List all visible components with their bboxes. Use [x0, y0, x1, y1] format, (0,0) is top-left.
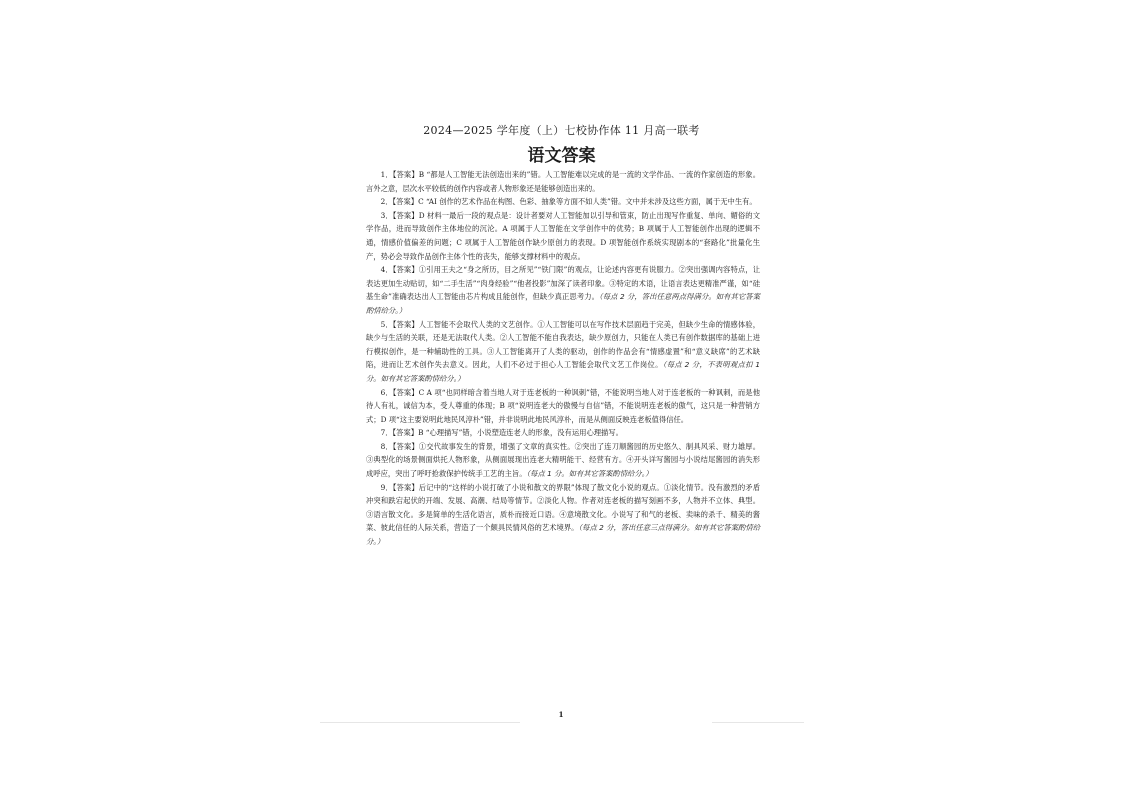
answer-text: 2．【答案】C “AI 创作的艺术作品在构图、色彩、抽象等方面不如人类”错。文中并未涉及这些方面，属于无中生有。: [380, 197, 757, 207]
footer-divider: [712, 722, 804, 723]
answer-text: 3．【答案】D 材料一最后一段的观点是：设计者要对人工智能加以引导和管束，防止出现写作重复、单向、媚俗的文学作品，进而导致创作主体地位的沉沦。A 项属于人工智能在文学创作中的优势；B 项属于人工智能创作出现的逻辑不通，情感价值偏差的问题；C 项属于人工智能创作缺少原创力的表现。D 项智能创作系统实现剧本的“套路化”批量化生产，势必会导致作品创作主体个性的丧失，能够支撑材料中的观点。: [366, 210, 760, 261]
page-number: 1: [558, 710, 564, 719]
answer-item: [366, 209, 760, 263]
scoring-note: （每点 2 分，答出任意两点得满分。如有其它答案酌情给分。）: [366, 292, 760, 315]
footer-divider: [320, 722, 520, 723]
answer-item: [366, 386, 760, 427]
answer-item: [366, 263, 760, 317]
scoring-note: （每点 2 分，答出任意三点得满分。如有其它答案酌情给分。）: [366, 523, 760, 547]
answer-text: 6．【答案】C A 项“也同样暗含着当地人对于连老板的一种讽刺”错，不能说明当地人对于连老板的一种讽刺，而是他待人有礼，诚信为本，受人尊重的体现；B 项“说明连老大的傲慢与自信”错，不能说明连老板的傲气，这只是一种营销方式；D 项“这主要说明此地民风淳朴”错，并非说明此地民风淳朴，而是从侧面反映连老板值得信任。: [366, 387, 760, 424]
scoring-note: （每点 2 分，不表明观点扣 1 分。如有其它答案酌情给分。）: [366, 360, 760, 383]
answer-item: [366, 426, 760, 440]
answer-text: 8．【答案】①交代故事发生的背景，增强了文章的真实性。②突出了连刀顺酱园的历史悠久、制具风采、财力雄厚。③典型化的场景侧面烘托人物形象，从侧面展现出连老大精明能干、经营有方。④开头详写酱园与小说结尾酱园的消失形成呼应，突出了呼吁抢救保护传统手工艺的主旨。: [366, 441, 760, 479]
exam-title: 2024—2025 学年度（上）七校协作体 11 月高一联考: [423, 124, 700, 137]
answer-text: 7．【答案】B “心理描写”错，小说塑造连老人的形象，没有运用心理描写。: [380, 428, 623, 438]
answer-item: [366, 481, 760, 549]
answer-text: 5．【答案】人工智能不会取代人类的文艺创作。①人工智能可以在写作技术层面趋于完美，但缺少生命的情感体验，缺少与生活的关联，还是无法取代人类。②人工智能不能自我表达，缺少原创力，只能在人类已有创作数据库的基础上进行模拟创作，是一种辅助性的工具。③人工智能离开了人类的驱动，创作的作品会有“情感虚置”和“意义缺席”的艺术缺陷，进而让艺术创作失去意义。因此，人们不必过于担心人工智能会取代文艺工作岗位。: [366, 319, 760, 370]
answer-item: [366, 195, 760, 209]
answer-item: [366, 168, 760, 195]
answer-list: [366, 168, 760, 549]
answer-item: [366, 318, 760, 386]
subject-title: 语文答案: [527, 146, 596, 166]
answer-text: 1．【答案】B “都是人工智能无法创造出来的”错。人工智能难以完成的是一流的文学作品、一流的作家创造的形象。言外之意，层次水平较低的创作内容或者人物形象还是能够创造出来的。: [366, 170, 760, 193]
answer-text: 4．【答案】①引用王夫之“身之所历，目之所见”“铁门限”的观点，让论述内容更有说服力。②突出强调内容特点，让表达更加生动贴切，如“二手生活”“肉身经验”“他者投影”加深了读者印象。③特定的术语，让语言表达更精准严谨，如“硅基生命”准确表达出人工智能由芯片构成且能创作，但缺少真正思考力。: [366, 265, 760, 302]
scoring-note: （每点 1 分。如有其它答案酌情给分。）: [526, 469, 653, 479]
answer-item: [366, 440, 760, 481]
answer-text: 9．【答案】后记中的“这样的小说打破了小说和散文的界限”体现了散文化小说的观点。①淡化情节。没有激烈的矛盾冲突和跌宕起伏的开端、发展、高潮、结局等情节。②淡化人物。作者对连老板的描写刻画不多，人物并不立体、典型。③语言散文化。多是简单的生活化语言，质朴而接近口语。④意境散文化。小说写了和气的老板、卖味的杀千、精美的酱菜、彼此信任的人际关系，营造了一个颇具民情风俗的艺术境界。: [366, 482, 760, 533]
